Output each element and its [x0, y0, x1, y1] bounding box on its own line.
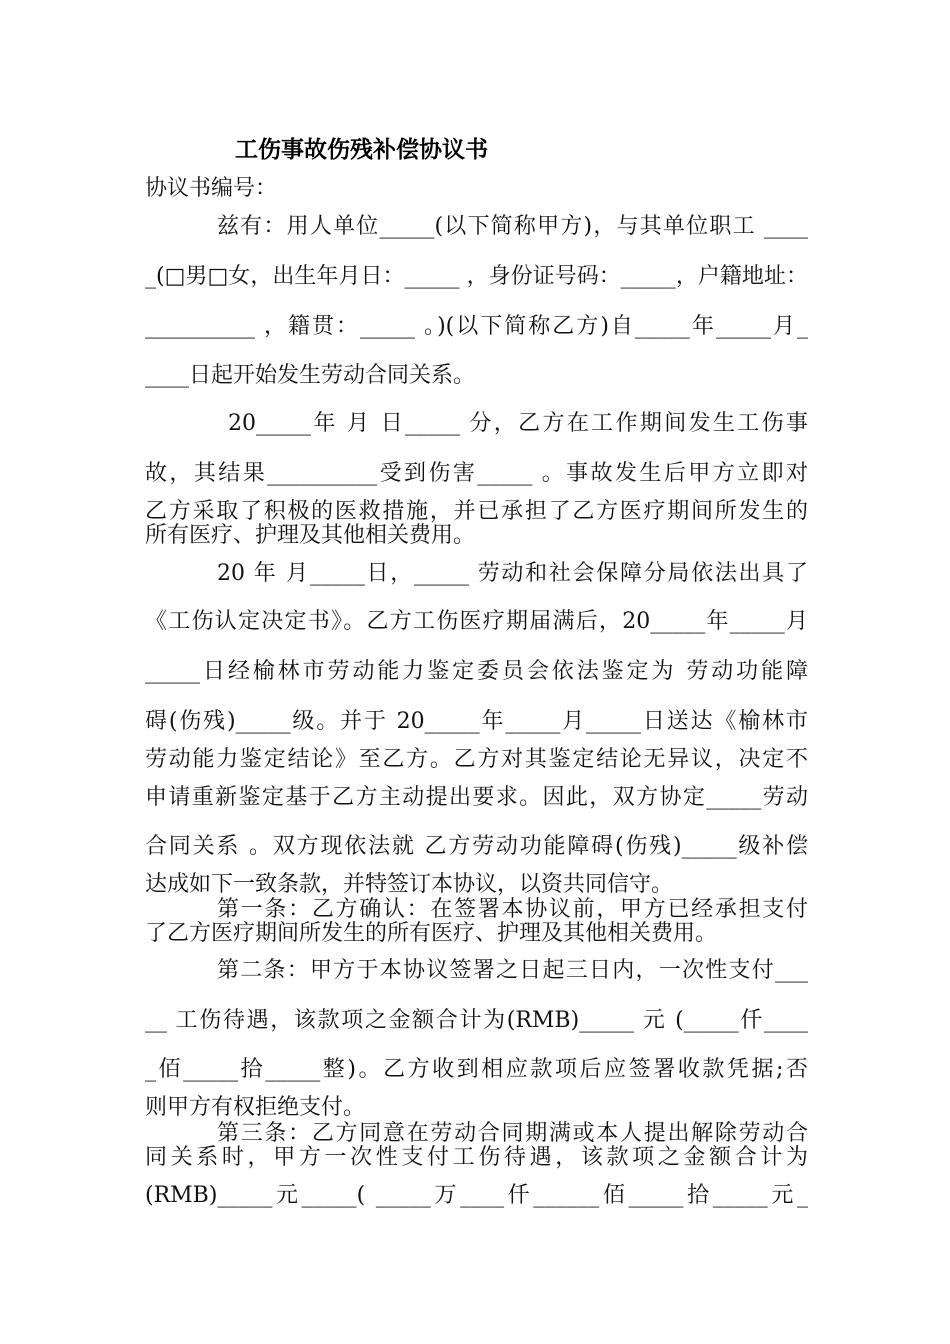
body-line: 乙方采取了积极的医救措施，并已承担了乙方医疗期间所发生的 [145, 499, 808, 524]
body-line: 劳动能力鉴定结论》至乙方。乙方对其鉴定结论无异议，决定不 [145, 747, 808, 772]
clause-2-line: __ 工伤待遇，该款项之金额合计为(RMB)_____ 元 (_____仟____ [145, 1008, 808, 1033]
body-line: 达成如下一致条款，并特签订本协议，以资共同信守。 [145, 872, 674, 897]
agreement-number-line: 协议书编号： [145, 176, 278, 201]
body-line: 故，其结果__________受到伤害_____ 。事故发生后甲方立即对 [145, 461, 808, 486]
body-line: 申请重新鉴定基于乙方主动提出要求。因此，双方协定_____劳动 [145, 785, 808, 810]
body-line: __________ ，籍贯：_____ 。)(以下简称乙方)自_____年_____月_ [145, 314, 808, 339]
body-line: 兹有：用人单位_____(以下简称甲方)，与其单位职工 ____ [217, 214, 808, 239]
body-line: ____日起开始发生劳动合同关系。 [145, 363, 476, 388]
clause-2-line: _佰_____拾_____整)。乙方收到相应款项后应签署收款凭据;否 [145, 1057, 808, 1082]
body-line: _____日经榆林市劳动能力鉴定委员会依法鉴定为 劳动功能障 [145, 659, 808, 684]
body-line: 合同关系 。双方现依法就 乙方劳动功能障碍(伤残)_____级补偿 [145, 834, 808, 859]
clause-2-line: 则甲方有权拒绝支付。 [145, 1095, 366, 1120]
clause-3-line: 同关系时，甲方一次性支付工伤待遇，该款项之金额合计为 [145, 1145, 808, 1170]
clause-3-line: 第三条：乙方同意在劳动合同期满或本人提出解除劳动合 [217, 1121, 808, 1146]
body-line: 所有医疗、护理及其他相关费用。 [145, 523, 476, 548]
body-line: _(□男□女，出生年月日：_____ ，身份证号码：_____，户籍地址： [145, 264, 808, 289]
clause-2-line: 第二条：甲方于本协议签署之日起三日内，一次性支付___ [217, 958, 808, 983]
body-line: 碍(伤残)_____级。并于 20_____年_____月_____日送达《榆林市 [145, 709, 808, 734]
clause-1-line: 第一条：乙方确认：在签署本协议前，甲方已经承担支付 [217, 897, 808, 922]
body-line: 20 年 月_____日，_____ 劳动和社会保障分局依法出具了 [217, 561, 808, 586]
clause-1-line: 了乙方医疗期间所发生的所有医疗、护理及其他相关费用。 [145, 921, 718, 946]
document-title: 工伤事故伤残补偿协议书 [235, 137, 488, 163]
body-line: 20_____年 月 日_____ 分，乙方在工作期间发生工伤事 [228, 411, 808, 436]
body-line: 《工伤认定决定书》。乙方工伤医疗期届满后，20_____年_____月 [145, 609, 808, 634]
clause-3-line: (RMB)_____元_____( _____万____仟______佰_____拾_____元_ [145, 1183, 808, 1208]
